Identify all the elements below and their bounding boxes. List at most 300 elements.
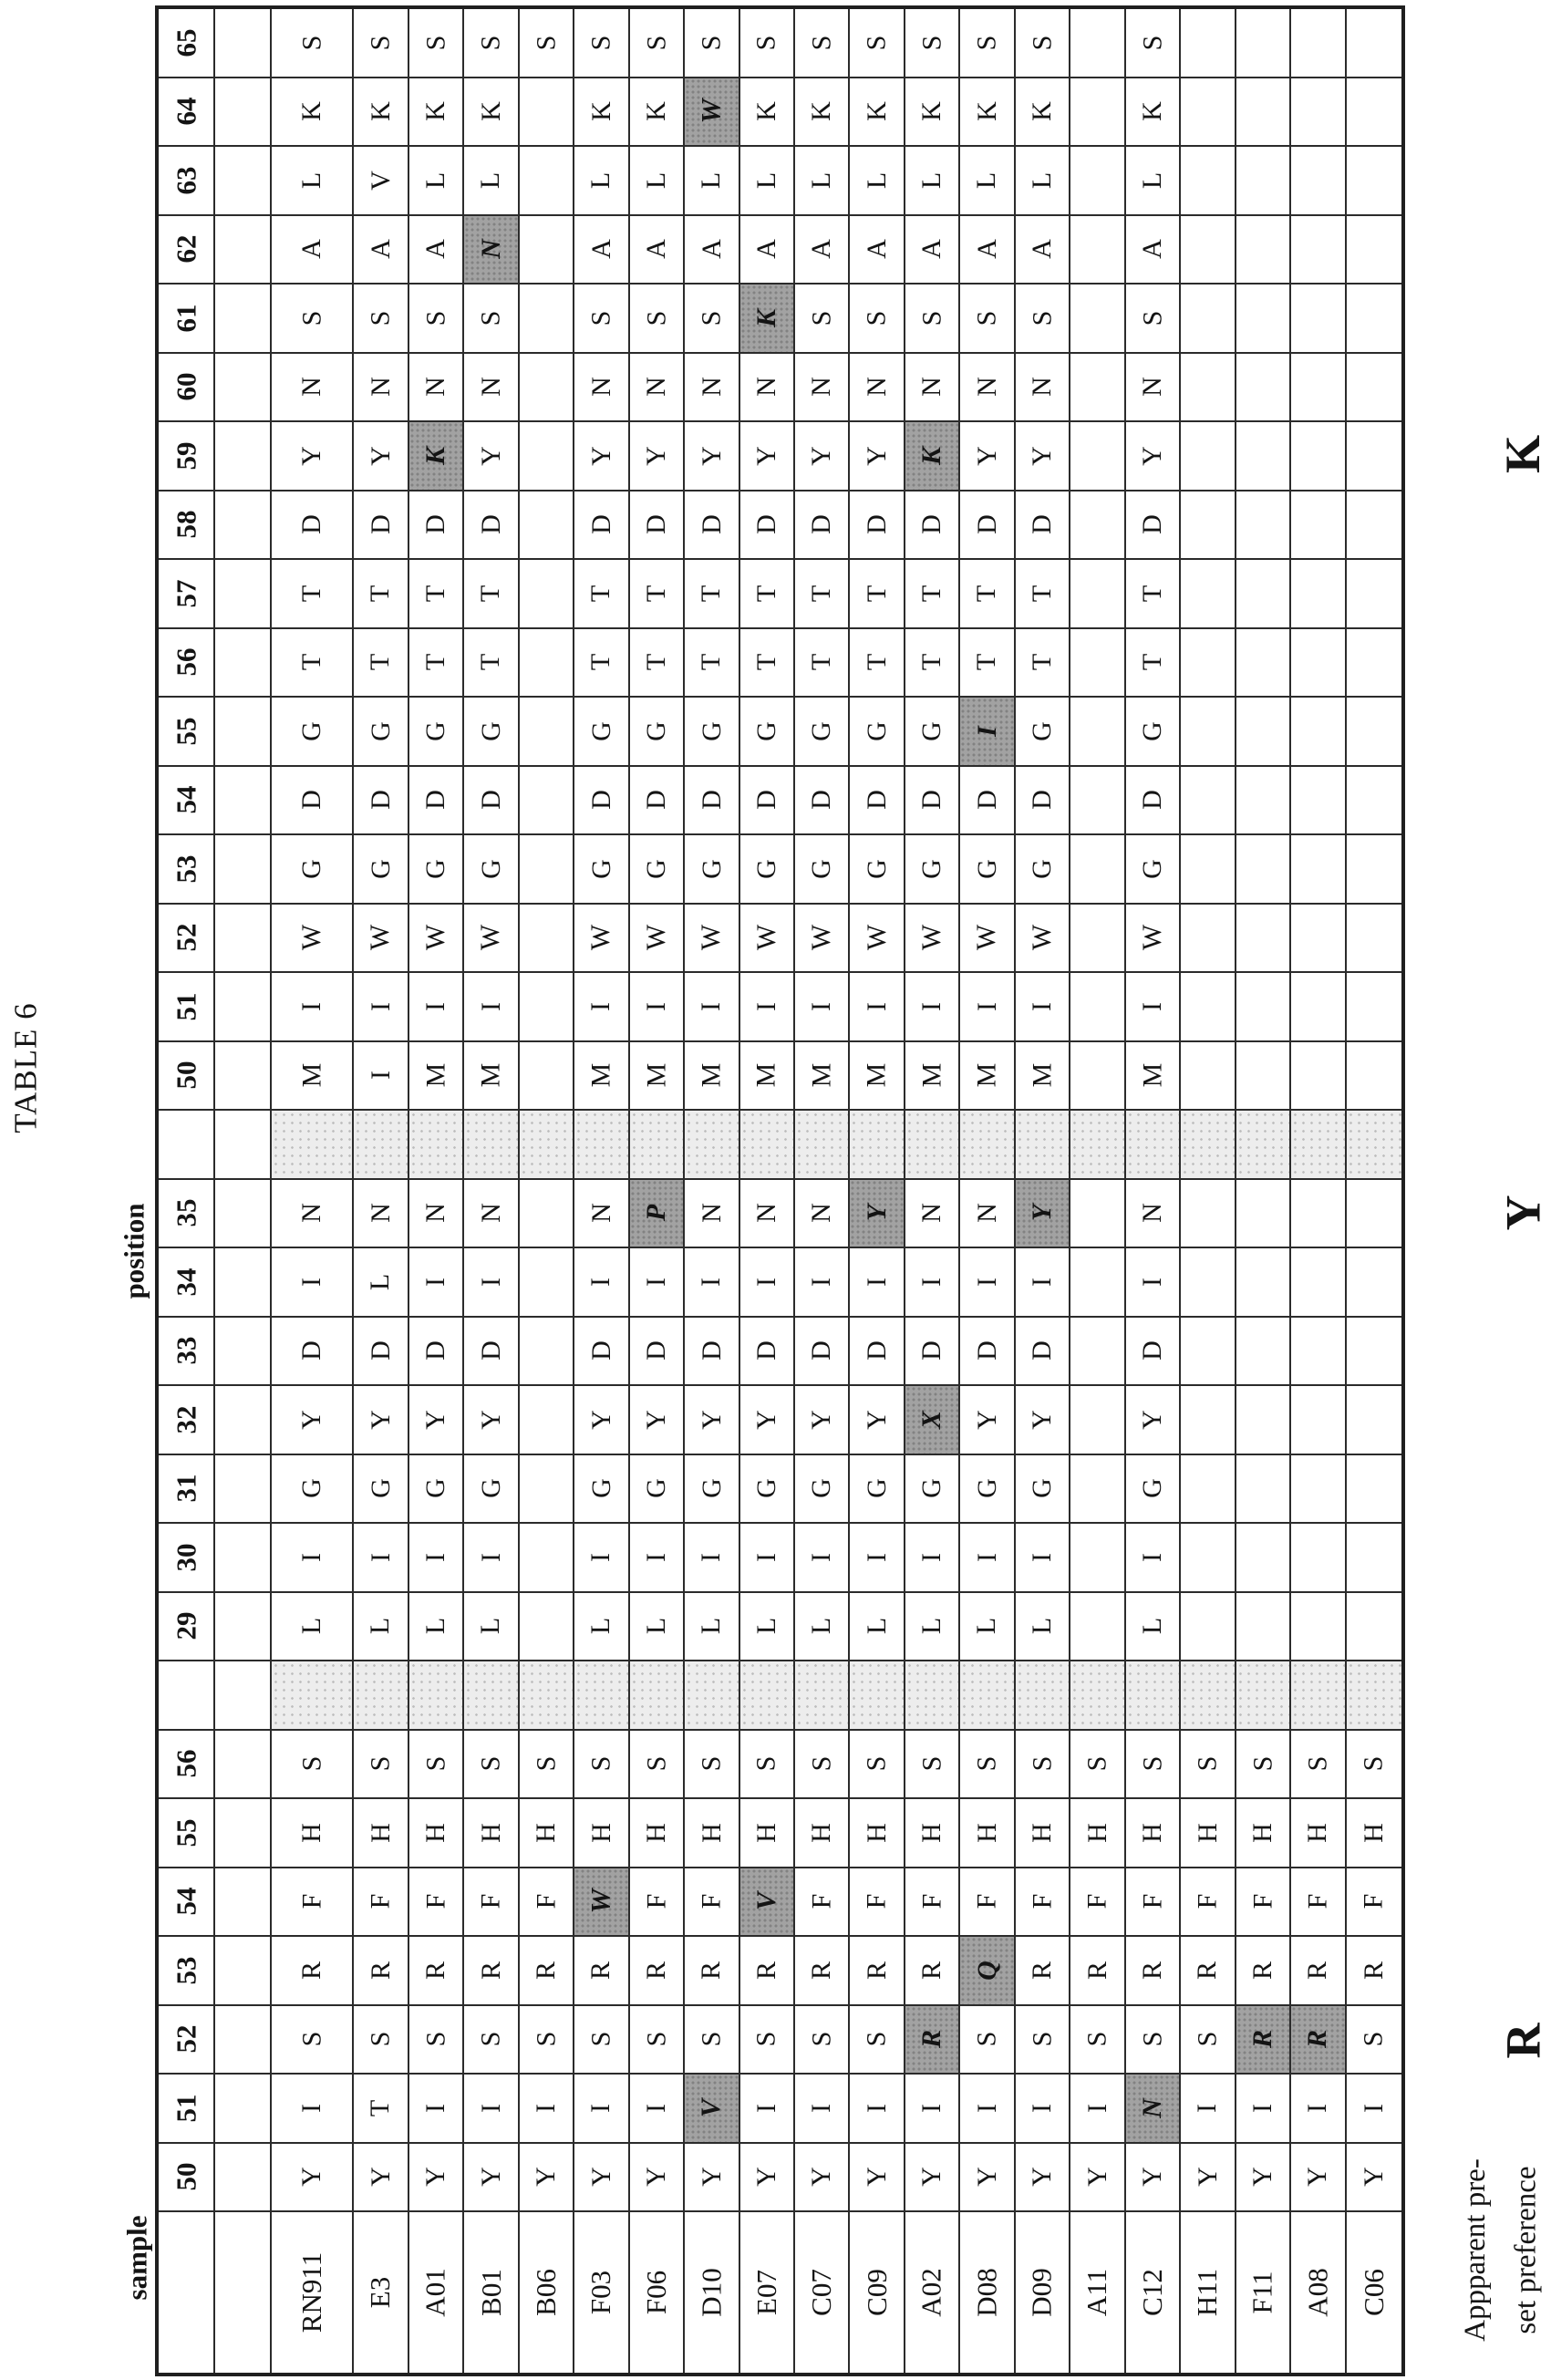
sample-name [1181,2212,1236,2373]
sequence-cell-text: Y [1081,2167,1112,2188]
sequence-cell [850,2006,905,2075]
sequence-cell-text: L [1027,171,1058,189]
sequence-cell [850,1799,905,1868]
sequence-cell [1181,9,1236,78]
sample-name-text: A02 [915,2268,948,2317]
sequence-cell [272,1524,354,1593]
sequence-cell [1347,2144,1401,2213]
sequence-cell [1347,1386,1401,1455]
sequence-cell [1126,1731,1181,1800]
sequence-cell-text: D [1136,1340,1167,1361]
sequence-cell [1126,2006,1181,2075]
sequence-cell [1070,1593,1125,1662]
sequence-cell-text: W [1136,925,1167,951]
sequence-cell-text: R [806,1961,837,1980]
sequence-cell [1070,78,1125,148]
sequence-cell [1291,1386,1346,1455]
sequence-cell [905,1042,960,1112]
sequence-cell-text: A [296,239,327,260]
sequence-cell [1236,2144,1291,2213]
sample-name [905,2212,960,2373]
sequence-cell-highlighted-text: R [1302,2030,1333,2049]
sequence-cell [1347,354,1401,423]
sequence-cell [960,9,1015,78]
sequence-cell [795,1318,850,1387]
sequence-cell [1347,1868,1401,1938]
sequence-cell-text: D [1027,1340,1058,1361]
corner-cell [159,1111,215,1180]
sequence-cell-text: R [640,1961,671,1980]
sequence-cell-text: Y [296,445,327,466]
sequence-cell [354,2006,408,2075]
sample-name [960,2212,1015,2373]
sequence-cell-text: I [296,1552,327,1562]
sequence-cell [1291,629,1346,698]
sequence-cell-text: I [971,1277,1002,1287]
sequence-cell [795,835,850,905]
sample-name-text: C07 [805,2269,838,2316]
sequence-cell-text: I [1136,1552,1167,1562]
sequence-cell-text: D [420,514,451,535]
sequence-cell [630,2144,685,2213]
sequence-cell [1347,285,1401,354]
sequence-cell-text: N [1136,1203,1167,1224]
sequence-cell [905,9,960,78]
sequence-cell-text: L [640,171,671,189]
sequence-cell [905,973,960,1042]
sequence-cell [1347,78,1401,148]
sequence-cell [795,1386,850,1455]
sequence-cell-text: D [475,514,506,535]
sequence-cell [1016,354,1070,423]
sequence-cell [520,354,574,423]
sequence-cell [795,147,850,216]
sequence-cell [1291,216,1346,285]
sequence-cell [464,492,519,561]
sequence-cell-text: I [585,1277,616,1287]
sequence-cell-text: M [420,1062,451,1088]
separator-cell [1347,1661,1401,1731]
sequence-cell [740,767,795,836]
sequence-cell [795,492,850,561]
sequence-cell [272,835,354,905]
sequence-cell [850,973,905,1042]
spacer-cell [215,422,272,492]
sequence-cell [1126,216,1181,285]
sequence-cell [1126,492,1181,561]
sequence-cell [795,1524,850,1593]
sequence-cell-text: I [1136,1277,1167,1287]
sequence-cell [464,1524,519,1593]
sample-name [685,2212,739,2373]
sequence-cell-text: S [696,310,727,326]
sequence-cell [520,835,574,905]
preference-note-line1: Appparent pre- [1458,2158,1492,2342]
sequence-cell-highlighted-text: Y [1027,1205,1058,1222]
sequence-cell [464,835,519,905]
sequence-cell-text: A [1027,239,1058,260]
sequence-cell [574,629,629,698]
sequence-cell-text: R [1081,1961,1112,1980]
separator-cell [464,1661,519,1731]
sequence-cell-text: W [585,925,616,951]
sequence-cell [685,835,739,905]
sequence-cell-text: T [585,585,616,602]
sequence-cell [850,767,905,836]
sequence-cell-text: S [750,35,781,51]
sequence-cell [1070,698,1125,767]
sequence-cell [464,905,519,974]
sequence-cell [1291,1042,1346,1112]
sequence-cell-text: G [750,1478,781,1499]
separator-cell [272,1111,354,1180]
sequence-cell-text: I [861,1552,892,1562]
sequence-cell-text: Y [475,1409,506,1430]
sequence-cell [795,1593,850,1662]
sequence-cell [1347,905,1401,974]
sequence-cell-text: D [696,514,727,535]
sequence-cell-text: Y [696,445,727,466]
sequence-cell [685,216,739,285]
sequence-cell-text: K [640,101,671,122]
sequence-cell [464,1799,519,1868]
position-row-header-text: 63 [170,166,202,195]
sequence-cell [795,1799,850,1868]
sequence-cell [850,1731,905,1800]
sequence-cell-text: Y [1027,445,1058,466]
sequence-cell [1016,2075,1070,2144]
sequence-cell [1236,422,1291,492]
sequence-cell-highlighted [850,1180,905,1249]
sequence-cell [574,1799,629,1868]
sequence-cell-text: A [1136,239,1167,260]
sequence-cell-text: M [916,1062,947,1088]
sequence-cell [795,2144,850,2213]
sequence-cell [1181,1799,1236,1868]
sequence-cell-text: T [861,585,892,602]
sequence-cell [795,354,850,423]
sequence-cell [520,560,574,629]
sequence-cell [1291,147,1346,216]
sequence-cell [960,354,1015,423]
sequence-cell [1070,1868,1125,1938]
sequence-cell [1291,1524,1346,1593]
sequence-cell [272,2144,354,2213]
sequence-cell [960,2006,1015,2075]
sequence-cell-text: G [971,858,1002,879]
sequence-cell-text: N [806,1203,837,1224]
position-row-header-text: 55 [170,717,202,746]
sequence-cell [1016,1524,1070,1593]
separator-cell [1126,1661,1181,1731]
sequence-cell-text: S [861,1755,892,1772]
sequence-cell-text: S [806,2031,837,2047]
sequence-cell-text: I [1192,2103,1223,2113]
sequence-cell [630,698,685,767]
sequence-cell [574,492,629,561]
sequence-cell [850,1524,905,1593]
sequence-cell-text: G [696,858,727,879]
sequence-cell [464,1386,519,1455]
sequence-cell [409,905,464,974]
sequence-cell [630,905,685,974]
sequence-cell [1236,1318,1291,1387]
sequence-cell-highlighted [574,1868,629,1938]
sequence-cell [272,767,354,836]
sequence-cell-highlighted [960,698,1015,767]
sequence-cell-text: Y [640,445,671,466]
sequence-cell-text: I [1027,1001,1058,1011]
sequence-cell-highlighted-text: R [916,2030,947,2049]
sequence-cell [409,1455,464,1525]
sequence-cell [520,2075,574,2144]
sequence-cell [1236,1731,1291,1800]
sequence-cell-text: T [696,585,727,602]
sequence-cell-text: D [750,514,781,535]
sequence-cell [740,1937,795,2006]
sequence-cell [1016,78,1070,148]
sequence-cell [409,1524,464,1593]
sequence-cell [795,1731,850,1800]
sequence-cell [409,1799,464,1868]
sequence-cell-text: W [640,925,671,951]
sequence-cell [960,285,1015,354]
sequence-cell [1070,1455,1125,1525]
position-row-header [159,1524,215,1593]
spacer-cell [215,285,272,354]
preference-letter-position-52: R [1495,2023,1550,2059]
sequence-cell [960,1455,1015,1525]
sequence-cell [354,629,408,698]
sequence-cell-text: I [640,1277,671,1287]
sequence-cell-text: W [365,925,396,951]
sequence-cell-highlighted-text: I [971,725,1002,737]
sequence-cell [354,560,408,629]
sequence-cell-text: A [420,239,451,260]
sequence-cell [464,1868,519,1938]
sequence-cell-text: L [696,1618,727,1635]
sequence-cell [960,2144,1015,2213]
sequence-cell-text: W [806,925,837,951]
separator-cell [1291,1661,1346,1731]
sequence-cell-highlighted-text: K [916,446,947,465]
sequence-cell [850,1386,905,1455]
sequence-cell [272,1248,354,1318]
sequence-cell [630,1868,685,1938]
sequence-cell [630,78,685,148]
sequence-cell-text: Y [1027,2167,1058,2188]
sequence-cell-text: D [365,1340,396,1361]
sequence-cell-text: D [640,514,671,535]
sequence-cell-text: Y [365,445,396,466]
sequence-cell [960,973,1015,1042]
sequence-cell [520,492,574,561]
sequence-cell [354,216,408,285]
sequence-cell-text: F [365,1893,396,1909]
sequence-cell-text: I [296,1277,327,1287]
sequence-cell [272,1868,354,1938]
sequence-cell [685,1868,739,1938]
sequence-cell-highlighted-text: Q [971,1960,1002,1981]
position-row-header-text: 54 [170,785,202,814]
sequence-cell-text: G [916,1478,947,1499]
sequence-cell-text: L [296,1618,327,1635]
sequence-cell [409,9,464,78]
spacer-cell [215,2006,272,2075]
sequence-cell [1291,9,1346,78]
sequence-cell-text: W [296,925,327,951]
sequence-cell-text: I [585,2103,616,2113]
position-row-header [159,2144,215,2213]
sequence-cell [905,1593,960,1662]
sequence-cell [272,354,354,423]
sequence-cell-text: N [640,377,671,398]
sequence-cell-text: I [1246,2103,1277,2113]
sequence-cell [960,1868,1015,1938]
sequence-cell-text: D [861,514,892,535]
sequence-cell [630,492,685,561]
sequence-cell [795,9,850,78]
sequence-cell-text: G [475,858,506,879]
sample-axis-label-text: sample [120,2215,152,2301]
spacer-cell [215,216,272,285]
sequence-cell [1016,973,1070,1042]
sequence-cell [740,1042,795,1112]
sequence-cell-text: G [420,1478,451,1499]
sequence-cell-text: G [861,858,892,879]
sequence-cell [1291,1593,1346,1662]
spacer-cell [215,1731,272,1800]
sequence-cell [850,2144,905,2213]
sequence-cell-text: S [585,310,616,326]
sequence-cell-text: K [750,101,781,122]
sequence-cell [850,1318,905,1387]
sequence-cell [354,1524,408,1593]
spacer-cell [215,2075,272,2144]
sequence-cell [272,1593,354,1662]
sequence-cell [1181,1868,1236,1938]
sequence-cell [1291,698,1346,767]
sequence-cell-text: I [365,1071,396,1081]
sequence-cell-text: S [585,2031,616,2047]
sequence-cell-text: G [806,720,837,741]
sequence-cell [905,1180,960,1249]
sequence-cell-text: Y [916,2167,947,2188]
position-row-header-text: 61 [170,304,202,333]
sequence-cell [1016,147,1070,216]
sequence-cell [960,629,1015,698]
sequence-cell [354,2144,408,2213]
sequence-cell-highlighted-text: N [475,239,506,260]
sequence-cell-text: S [296,35,327,51]
sequence-cell [1291,1248,1346,1318]
position-row-header-text: 60 [170,372,202,401]
sequence-cell-text: G [1027,720,1058,741]
sequence-cell-text: H [806,1822,837,1843]
sequence-cell [740,354,795,423]
sequence-cell [1126,1524,1181,1593]
sequence-cell [960,1248,1015,1318]
sequence-cell [630,560,685,629]
sequence-cell [740,2075,795,2144]
sequence-cell-text: G [916,858,947,879]
sequence-cell [1070,422,1125,492]
sequence-cell [272,973,354,1042]
sequence-cell-text: L [585,1618,616,1635]
sequence-cell [1347,1180,1401,1249]
sequence-cell [850,1868,905,1938]
sequence-cell-text: N [696,1203,727,1224]
sample-name-text: F03 [584,2270,617,2315]
sequence-cell-text: D [585,514,616,535]
sequence-cell-text: D [971,1340,1002,1361]
sequence-cell-text: D [475,790,506,811]
sequence-cell-text: S [1358,1755,1389,1772]
sequence-cell [1016,1731,1070,1800]
spacer-cell [215,973,272,1042]
sequence-cell [630,835,685,905]
sequence-cell-text: H [1246,1822,1277,1843]
position-row-header-text: 51 [170,992,202,1021]
sequence-cell-text: S [475,1755,506,1772]
sequence-cell-text: D [861,1340,892,1361]
position-axis-label-text: position [119,1203,151,1299]
sequence-cell-text: G [365,720,396,741]
sequence-cell [272,1180,354,1249]
sequence-cell-text: S [971,35,1002,51]
sequence-cell-text: L [420,171,451,189]
separator-cell [1070,1111,1125,1180]
sequence-cell [272,1455,354,1525]
sequence-cell-text: I [971,1552,1002,1562]
sequence-cell [409,560,464,629]
sequence-cell [1347,629,1401,698]
sequence-cell-text: G [1027,1478,1058,1499]
sequence-cell [574,1042,629,1112]
sequence-cell-highlighted-text: Y [861,1205,892,1222]
sequence-cell-text: Y [296,1409,327,1430]
sequence-cell-text: T [475,585,506,602]
sequence-cell-text: L [971,171,1002,189]
sequence-cell [1347,9,1401,78]
sequence-cell [905,560,960,629]
sequence-cell [1070,492,1125,561]
sequence-cell-text: D [475,1340,506,1361]
sequence-cell [574,1731,629,1800]
sequence-cell [1126,147,1181,216]
sequence-cell [464,147,519,216]
sequence-cell [520,1248,574,1318]
sequence-cell-text: Y [1302,2167,1333,2188]
sequence-cell-text: Y [971,445,1002,466]
sequence-cell [630,1455,685,1525]
sequence-cell [685,1318,739,1387]
sequence-cell-text: G [640,858,671,879]
sequence-cell [960,560,1015,629]
sequence-cell [905,905,960,974]
sequence-cell-text: Y [1246,2167,1277,2188]
sequence-cell [905,1937,960,2006]
sequence-cell-text: Y [971,1409,1002,1430]
sequence-cell-text: L [971,1618,1002,1635]
sequence-cell-text: A [640,239,671,260]
sequence-cell-text: S [1192,2031,1223,2047]
sequence-cell-text: F [475,1893,506,1909]
corner-cell [159,2212,215,2373]
sequence-cell [520,629,574,698]
sequence-cell [1347,767,1401,836]
sequence-cell [685,2006,739,2075]
